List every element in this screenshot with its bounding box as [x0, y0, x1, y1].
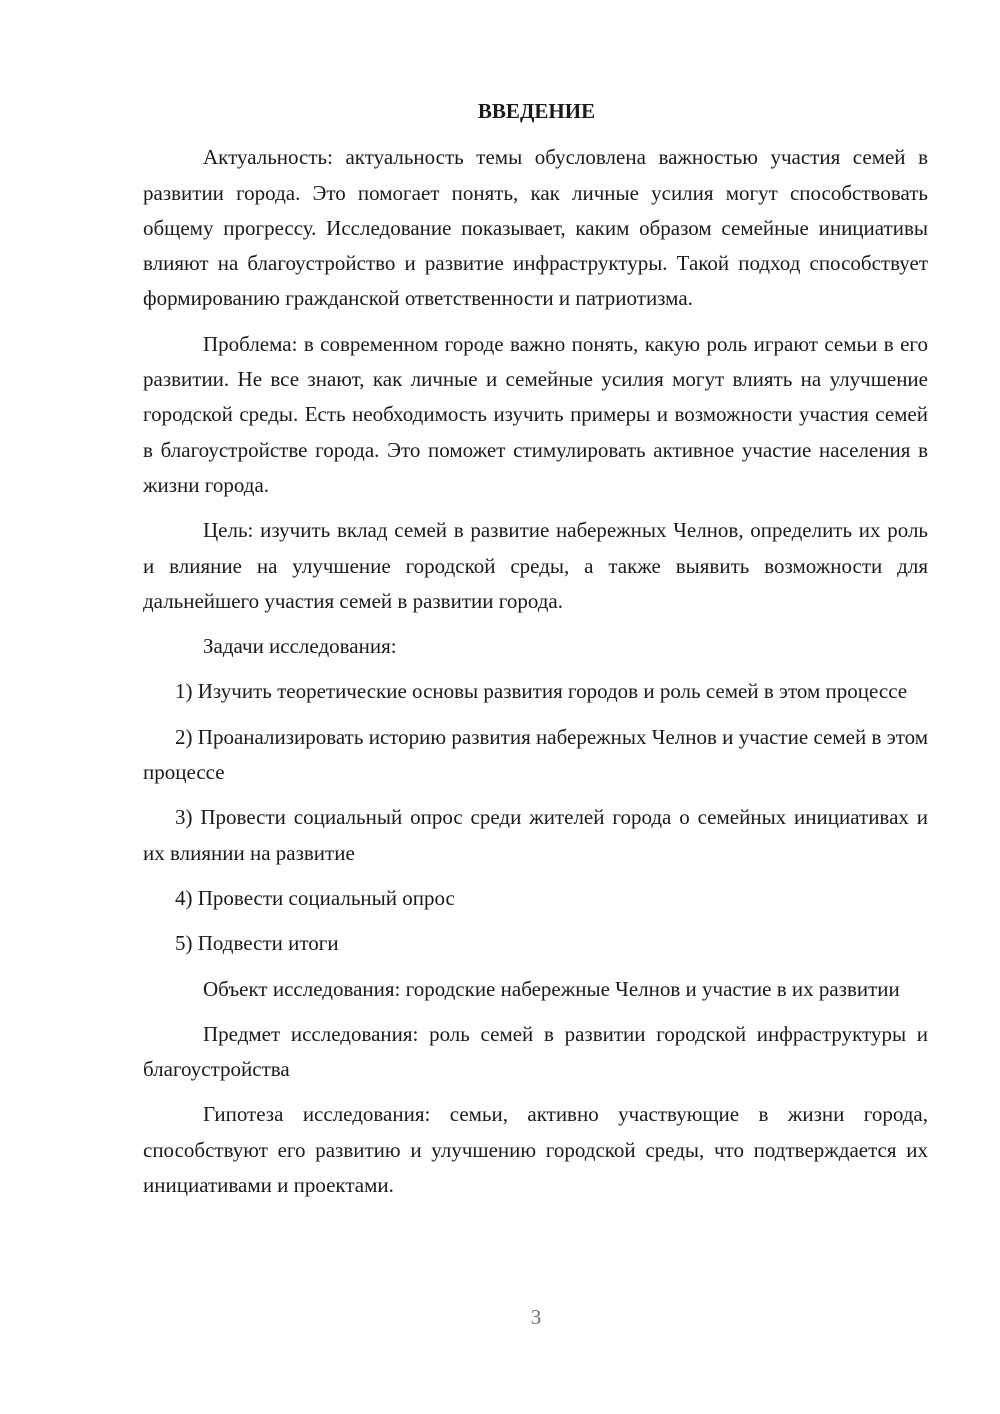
page-number: 3	[530, 1305, 542, 1329]
list-item-task-5: 5) Подвести итоги	[175, 931, 339, 956]
paragraph-goal: Цель: изучить вклад семей в развитие набережных Челнов, определить их роль и влияние на улучшение городской среды, а также выявить возможности для дальнейшего участия семей в развитии города.	[143, 518, 928, 613]
paragraph-subject: Предмет исследования: роль семей в развитии городской инфраструктуры и благоустройства	[143, 1021, 928, 1082]
list-item-task-2: 2) Проанализировать историю развития набережных Челнов и участие семей в этом процессе	[143, 724, 928, 785]
paragraph-object: Объект исследования: городские набережные Челнов и участие в их развитии	[203, 976, 900, 1001]
page-title: ВВЕДЕНИЕ	[477, 99, 596, 123]
paragraph-hypothesis: Гипотеза исследования: семьи, активно участвующие в жизни города, способствуют его развитию и улучшению городской среды, что подтверждается их инициативами и проектами.	[143, 1102, 928, 1198]
paragraph-relevance: Актуальность: актуальность темы обусловлена важностью участия семей в развитии города. Это помогает понять, как личные усилия могут способствовать общему прогрессу. Исследование показывает, каким образом семейные инициативы влияют на благоустройство и развитие инфраструктуры. Такой подход способствует формированию гражданской ответственности и патриотизма.	[143, 145, 928, 311]
document-page	[143, 94, 928, 1213]
paragraph-problem: Проблема: в современном городе важно понять, какую роль играют семьи в его развитии. Не все знают, как личные и семейные усилия могут влиять на улучшение городской среды. Есть необходимость изучить примеры и возможности участия семей в благоустройстве города. Это поможет стимулировать активное участие населения в жизни города.	[143, 331, 928, 497]
list-item-task-1: 1) Изучить теоретические основы развития городов и роль семей в этом процессе	[175, 679, 908, 704]
list-item-task-3: 3) Провести социальный опрос среди жителей города о семейных инициативах и их влиянии на развитие	[143, 805, 928, 865]
list-item-task-4: 4) Провести социальный опрос	[175, 885, 455, 910]
tasks-heading: Задачи исследования:	[203, 634, 397, 659]
